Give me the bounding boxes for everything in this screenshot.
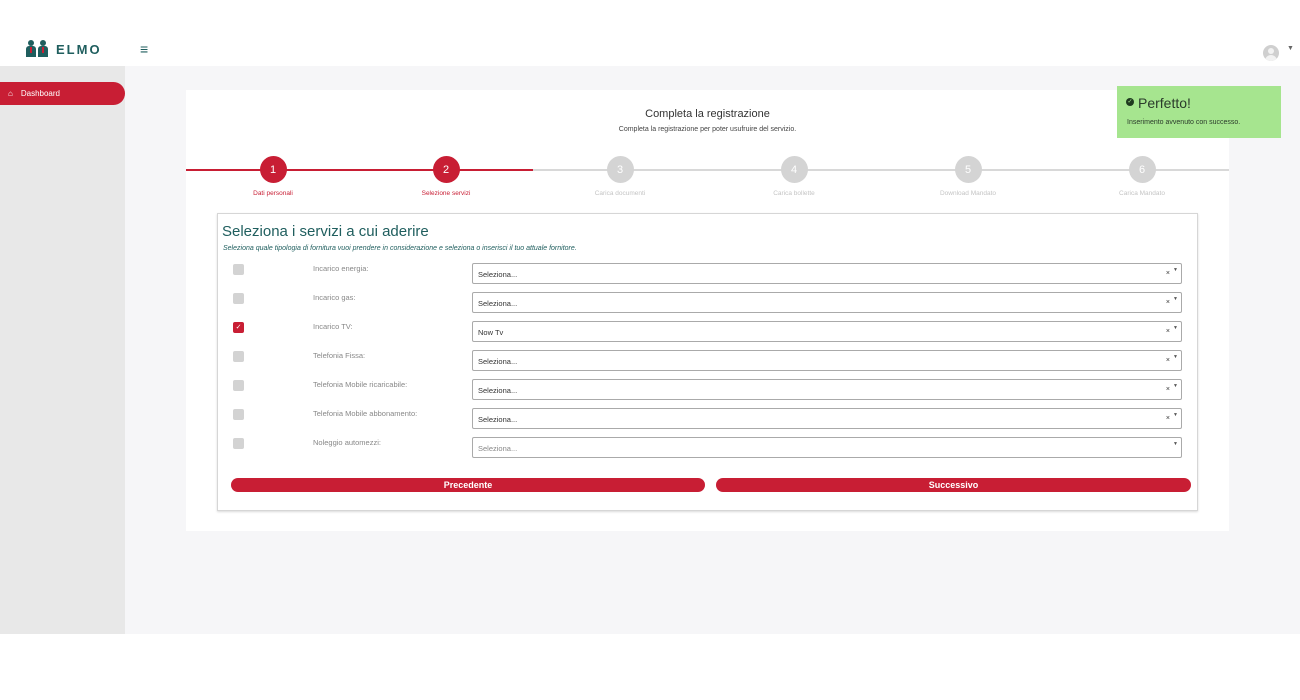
step-4[interactable] <box>744 156 844 197</box>
service-row-tv <box>218 321 1199 343</box>
service-checkbox[interactable] <box>233 293 244 304</box>
service-row-mobile-ricaricabile <box>218 379 1199 401</box>
service-row-telefonia-fissa <box>218 350 1199 372</box>
provider-select[interactable] <box>472 437 1182 458</box>
service-row-mobile-abbonamento <box>218 408 1199 430</box>
logo-icon <box>26 40 50 58</box>
toast-message: Inserimento avvenuto con successo. <box>1127 119 1241 126</box>
app-logo[interactable] <box>26 40 102 58</box>
step-number: 6 <box>1129 156 1156 183</box>
chevron-down-icon[interactable]: ▼ <box>1173 354 1178 360</box>
step-label: Dati personali <box>253 190 293 197</box>
step-label: Carica Mandato <box>1119 190 1165 197</box>
select-value: Seleziona... <box>478 270 518 279</box>
step-number: 4 <box>781 156 808 183</box>
service-checkbox[interactable] <box>233 409 244 420</box>
sidebar-item-dashboard[interactable] <box>0 82 125 105</box>
service-label: Noleggio automezzi: <box>313 438 381 447</box>
step-1[interactable] <box>223 156 323 197</box>
provider-select[interactable] <box>472 292 1182 313</box>
chevron-down-icon[interactable]: ▼ <box>1173 296 1178 302</box>
service-checkbox[interactable] <box>233 264 244 275</box>
service-label: Telefonia Mobile ricaricabile: <box>313 380 408 389</box>
provider-select[interactable] <box>472 379 1182 400</box>
check-circle-icon: ✓ <box>1127 99 1133 105</box>
clear-icon[interactable]: × <box>1165 386 1170 393</box>
service-row-energia <box>218 263 1199 285</box>
home-icon: ⌂ <box>8 89 13 98</box>
user-avatar-icon[interactable] <box>1263 45 1279 61</box>
toast-title: Perfetto! <box>1138 95 1191 111</box>
service-checkbox[interactable] <box>233 351 244 362</box>
step-number: 3 <box>607 156 634 183</box>
clear-icon[interactable]: × <box>1165 270 1170 277</box>
clear-icon[interactable]: × <box>1165 415 1170 422</box>
step-5[interactable] <box>918 156 1018 197</box>
service-label: Incarico energia: <box>313 264 369 273</box>
clear-icon[interactable]: × <box>1165 357 1170 364</box>
menu-icon[interactable]: ≡ <box>140 41 149 57</box>
clear-icon[interactable]: × <box>1165 328 1170 335</box>
chevron-down-icon[interactable]: ▼ <box>1173 267 1178 273</box>
chevron-down-icon[interactable]: ▼ <box>1173 441 1178 447</box>
services-form <box>217 213 1198 511</box>
select-value: Seleziona... <box>478 444 518 453</box>
step-number: 2 <box>433 156 460 183</box>
service-label: Telefonia Fissa: <box>313 351 366 360</box>
form-subtitle: Seleziona quale tipologia di fornitura vuoi prendere in considerazione e seleziona o inserisci il tuo attuale fornitore. <box>223 245 577 252</box>
step-label: Carica documenti <box>594 190 646 197</box>
page-title: Completa la registrazione <box>645 108 770 120</box>
check-icon: ✓ <box>235 324 242 331</box>
clear-icon[interactable]: × <box>1165 299 1170 306</box>
provider-select[interactable] <box>472 263 1182 284</box>
select-value: Seleziona... <box>478 357 518 366</box>
provider-select[interactable] <box>472 321 1182 342</box>
step-number: 1 <box>260 156 287 183</box>
caret-down-icon[interactable]: ▼ <box>1287 45 1294 52</box>
select-value: Now Tv <box>478 328 504 337</box>
chevron-down-icon[interactable]: ▼ <box>1173 383 1178 389</box>
provider-select[interactable] <box>472 350 1182 371</box>
service-label: Incarico TV: <box>313 322 353 331</box>
sidebar <box>0 66 125 634</box>
step-number: 5 <box>955 156 982 183</box>
logo-text: ELMO <box>56 41 102 57</box>
chevron-down-icon[interactable]: ▼ <box>1173 325 1178 331</box>
provider-select[interactable] <box>472 408 1182 429</box>
select-value: Seleziona... <box>478 299 518 308</box>
service-row-gas <box>218 292 1199 314</box>
service-label: Incarico gas: <box>313 293 356 302</box>
sidebar-item-label: Dashboard <box>20 89 60 98</box>
chevron-down-icon[interactable]: ▼ <box>1173 412 1178 418</box>
step-2[interactable] <box>396 156 496 197</box>
form-title: Seleziona i servizi a cui aderire <box>222 223 429 240</box>
previous-button[interactable]: Precedente <box>231 478 705 492</box>
service-checkbox[interactable] <box>233 380 244 391</box>
service-checkbox[interactable] <box>233 322 244 333</box>
step-label: Download Mandato <box>939 190 996 197</box>
step-6[interactable] <box>1092 156 1192 197</box>
select-value: Seleziona... <box>478 415 518 424</box>
service-checkbox[interactable] <box>233 438 244 449</box>
top-bar <box>0 0 1300 66</box>
step-3[interactable] <box>570 156 670 197</box>
next-button[interactable]: Successivo <box>716 478 1191 492</box>
service-row-noleggio <box>218 437 1199 459</box>
service-label: Telefonia Mobile abbonamento: <box>313 409 418 418</box>
step-label: Selezione servizi <box>421 190 471 197</box>
success-toast[interactable] <box>1117 86 1281 138</box>
page-subtitle: Completa la registrazione per poter usufruire del servizio. <box>618 126 797 133</box>
step-label: Carica bollette <box>773 190 815 197</box>
select-value: Seleziona... <box>478 386 518 395</box>
